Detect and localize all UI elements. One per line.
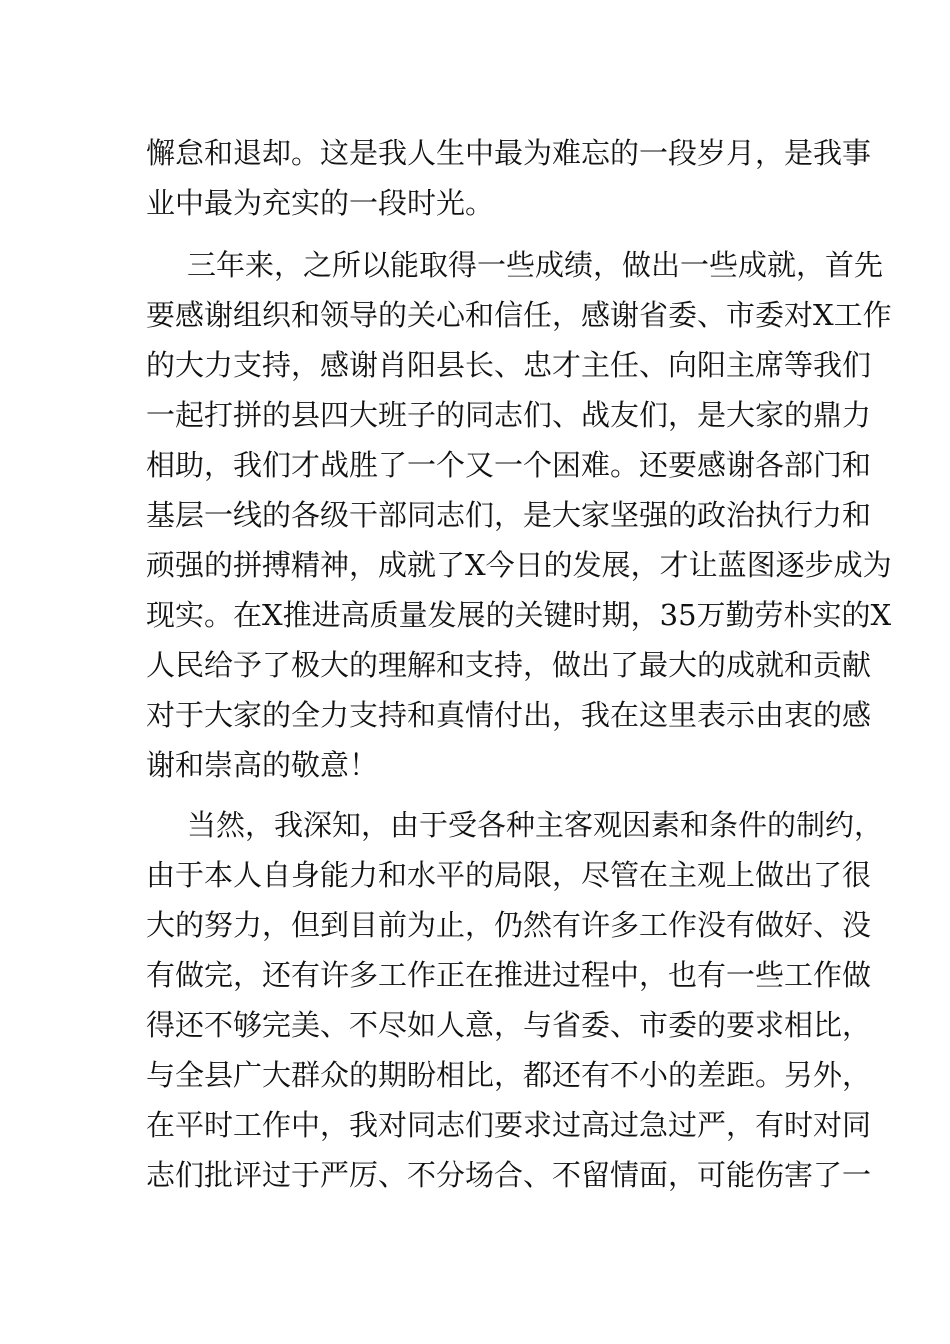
paragraph-line: 有做完，还有许多工作正在推进过程中，也有一些工作做: [146, 958, 872, 992]
paragraph-line: 在平时工作中，我对同志们要求过高过急过严，有时对同: [146, 1108, 872, 1142]
paragraph-line: 谢和崇高的敬意！: [146, 748, 379, 782]
paragraph-line: 顽强的拼搏精神，成就了X今日的发展，才让蓝图逐步成为: [146, 548, 892, 582]
paragraph-line: 大的努力，但到目前为止，仍然有许多工作没有做好、没: [146, 908, 872, 942]
paragraph-line: 一起打拼的县四大班子的同志们、战友们，是大家的鼎力: [146, 398, 872, 432]
paragraph-line: 由于本人自身能力和水平的局限，尽管在主观上做出了很: [146, 858, 872, 892]
paragraph-line: 对于大家的全力支持和真情付出，我在这里表示由衷的感: [146, 698, 872, 732]
paragraph-first-line: 三年来，之所以能取得一些成绩，做出一些成就，首先: [187, 248, 884, 282]
paragraph-line: 志们批评过于严厉、不分场合、不留情面，可能伤害了一: [146, 1158, 872, 1192]
paragraph-line: 与全县广大群众的期盼相比，都还有不小的差距。另外，: [146, 1058, 872, 1092]
paragraph-line: 得还不够完美、不尽如人意，与省委、市委的要求相比，: [146, 1008, 872, 1042]
paragraph-line: 业中最为充实的一段时光。: [146, 186, 495, 220]
paragraph-line: 人民给予了极大的理解和支持，做出了最大的成就和贡献: [146, 648, 872, 682]
paragraph-line: 现实。在X推进高质量发展的关键时期，35万勤劳朴实的X: [146, 598, 892, 632]
paragraph-line: 的大力支持，感谢肖阳县长、忠才主任、向阳主席等我们: [146, 348, 872, 382]
paragraph-line: 要感谢组织和领导的关心和信任，感谢省委、市委对X工作: [146, 298, 892, 332]
paragraph-line: 懈怠和退却。这是我人生中最为难忘的一段岁月，是我事: [146, 136, 872, 170]
paragraph-line: 基层一线的各级干部同志们，是大家坚强的政治执行力和: [146, 498, 872, 532]
paragraph-line: 相助，我们才战胜了一个又一个困难。还要感谢各部门和: [146, 448, 872, 482]
paragraph-first-line: 当然，我深知，由于受各种主客观因素和条件的制约，: [187, 808, 884, 842]
